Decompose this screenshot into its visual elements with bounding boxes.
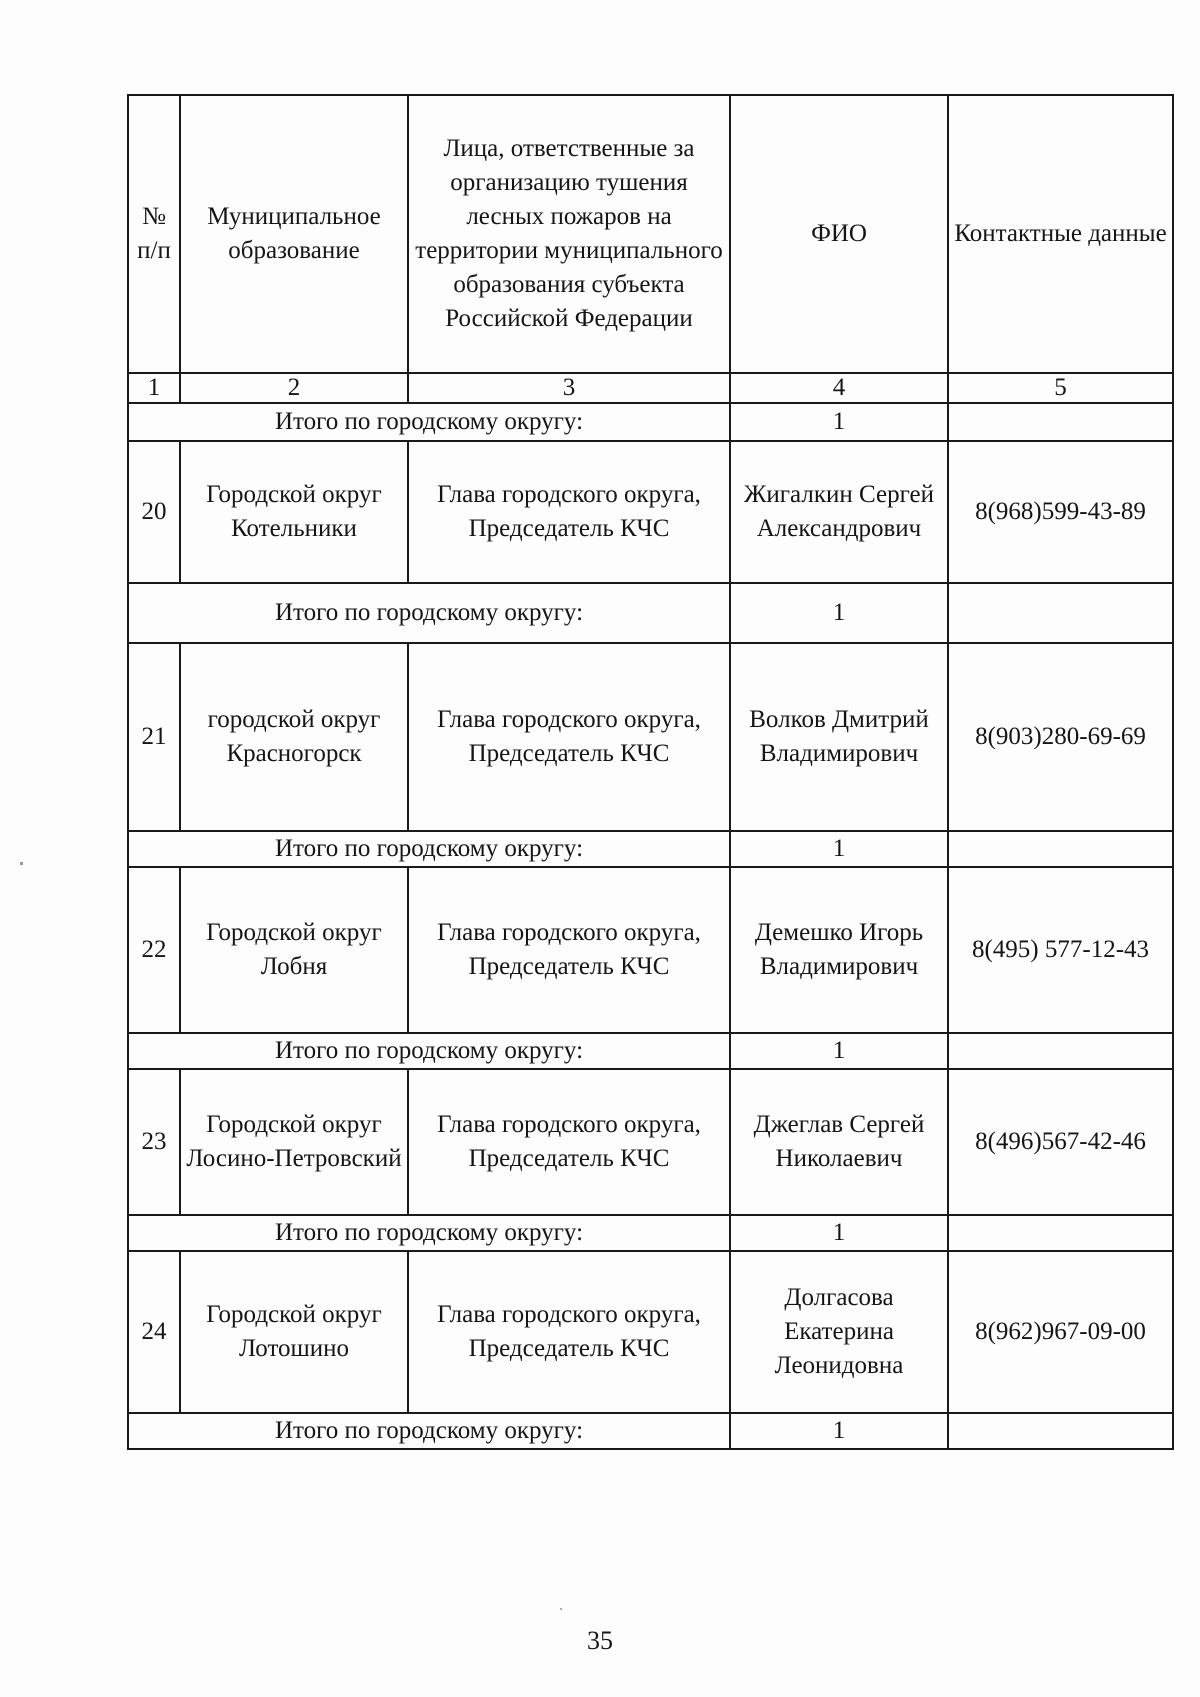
- role-cell: Глава городского округа, Председатель КЧС: [408, 1251, 730, 1413]
- phone-cell: 8(903)280-69-69: [948, 643, 1173, 831]
- total-row: [128, 1033, 1173, 1069]
- full-name-cell: Демешко Игорь Владимирович: [730, 867, 948, 1033]
- row-number: 23: [128, 1069, 180, 1215]
- header-number: [128, 95, 180, 373]
- responsible-persons-table: [127, 94, 1174, 1450]
- scan-speck: [560, 1608, 562, 1610]
- total-label: Итого по городскому округу:: [128, 1033, 730, 1069]
- table-row: [128, 441, 1173, 583]
- municipality-cell: Городской округ Лотошино: [180, 1251, 408, 1413]
- total-empty-cell: [948, 403, 1173, 441]
- municipality-cell: городской округ Красногорск: [180, 643, 408, 831]
- table-row: [128, 867, 1173, 1033]
- full-name-cell: Долгасова Екатерина Леонидовна: [730, 1251, 948, 1413]
- column-number: 1: [128, 373, 180, 403]
- total-value: 1: [730, 831, 948, 867]
- phone-cell: 8(968)599-43-89: [948, 441, 1173, 583]
- table-row: [128, 1069, 1173, 1215]
- column-number: 2: [180, 373, 408, 403]
- page-number: 35: [587, 1626, 613, 1655]
- full-name-cell: Джеглав Сергей Николаевич: [730, 1069, 948, 1215]
- full-name-cell: Волков Дмитрий Владимирович: [730, 643, 948, 831]
- municipality-cell: Городской округ Лобня: [180, 867, 408, 1033]
- total-value: 1: [730, 583, 948, 643]
- total-label: Итого по городскому округу:: [128, 583, 730, 643]
- total-row: [128, 1413, 1173, 1449]
- total-label: Итого по городскому округу:: [128, 1215, 730, 1251]
- total-value: 1: [730, 403, 948, 441]
- header-responsible-persons: Лица, ответственные за организацию тушения лесных пожаров на территории муниципального образования субъекта Российской Федерации: [408, 95, 730, 373]
- table-row: [128, 1251, 1173, 1413]
- phone-cell: 8(496)567-42-46: [948, 1069, 1173, 1215]
- column-number: 4: [730, 373, 948, 403]
- table-header-row: [128, 95, 1173, 373]
- total-value: 1: [730, 1033, 948, 1069]
- column-number: 3: [408, 373, 730, 403]
- total-empty-cell: [948, 1413, 1173, 1449]
- row-number: 21: [128, 643, 180, 831]
- role-cell: Глава городского округа, Председатель КЧС: [408, 867, 730, 1033]
- total-label: Итого по городскому округу:: [128, 1413, 730, 1449]
- row-number: 22: [128, 867, 180, 1033]
- municipality-cell: Городской округ Котельники: [180, 441, 408, 583]
- header-full-name: ФИО: [730, 95, 948, 373]
- table-row: [128, 643, 1173, 831]
- municipality-cell: Городской округ Лосино-Петровский: [180, 1069, 408, 1215]
- total-row: [128, 1215, 1173, 1251]
- total-row: [128, 403, 1173, 441]
- scan-speck: [20, 862, 23, 865]
- total-label: Итого по городскому округу:: [128, 831, 730, 867]
- phone-cell: 8(495) 577-12-43: [948, 867, 1173, 1033]
- total-empty-cell: [948, 831, 1173, 867]
- total-empty-cell: [948, 583, 1173, 643]
- total-row: [128, 831, 1173, 867]
- total-value: 1: [730, 1215, 948, 1251]
- column-number: 5: [948, 373, 1173, 403]
- header-contacts: Контактные данные: [948, 95, 1173, 373]
- role-cell: Глава городского округа, Председатель КЧС: [408, 643, 730, 831]
- role-cell: Глава городского округа, Председатель КЧС: [408, 1069, 730, 1215]
- row-number: 24: [128, 1251, 180, 1413]
- total-label: Итого по городскому округу:: [128, 403, 730, 441]
- header-municipality: Муниципальное образование: [180, 95, 408, 373]
- total-empty-cell: [948, 1215, 1173, 1251]
- total-row: [128, 583, 1173, 643]
- phone-cell: 8(962)967-09-00: [948, 1251, 1173, 1413]
- column-number-row: [128, 373, 1173, 403]
- row-number: 20: [128, 441, 180, 583]
- total-value: 1: [730, 1413, 948, 1449]
- full-name-cell: Жигалкин Сергей Александрович: [730, 441, 948, 583]
- role-cell: Глава городского округа, Председатель КЧС: [408, 441, 730, 583]
- total-empty-cell: [948, 1033, 1173, 1069]
- header-number-label: № п/п: [137, 203, 171, 264]
